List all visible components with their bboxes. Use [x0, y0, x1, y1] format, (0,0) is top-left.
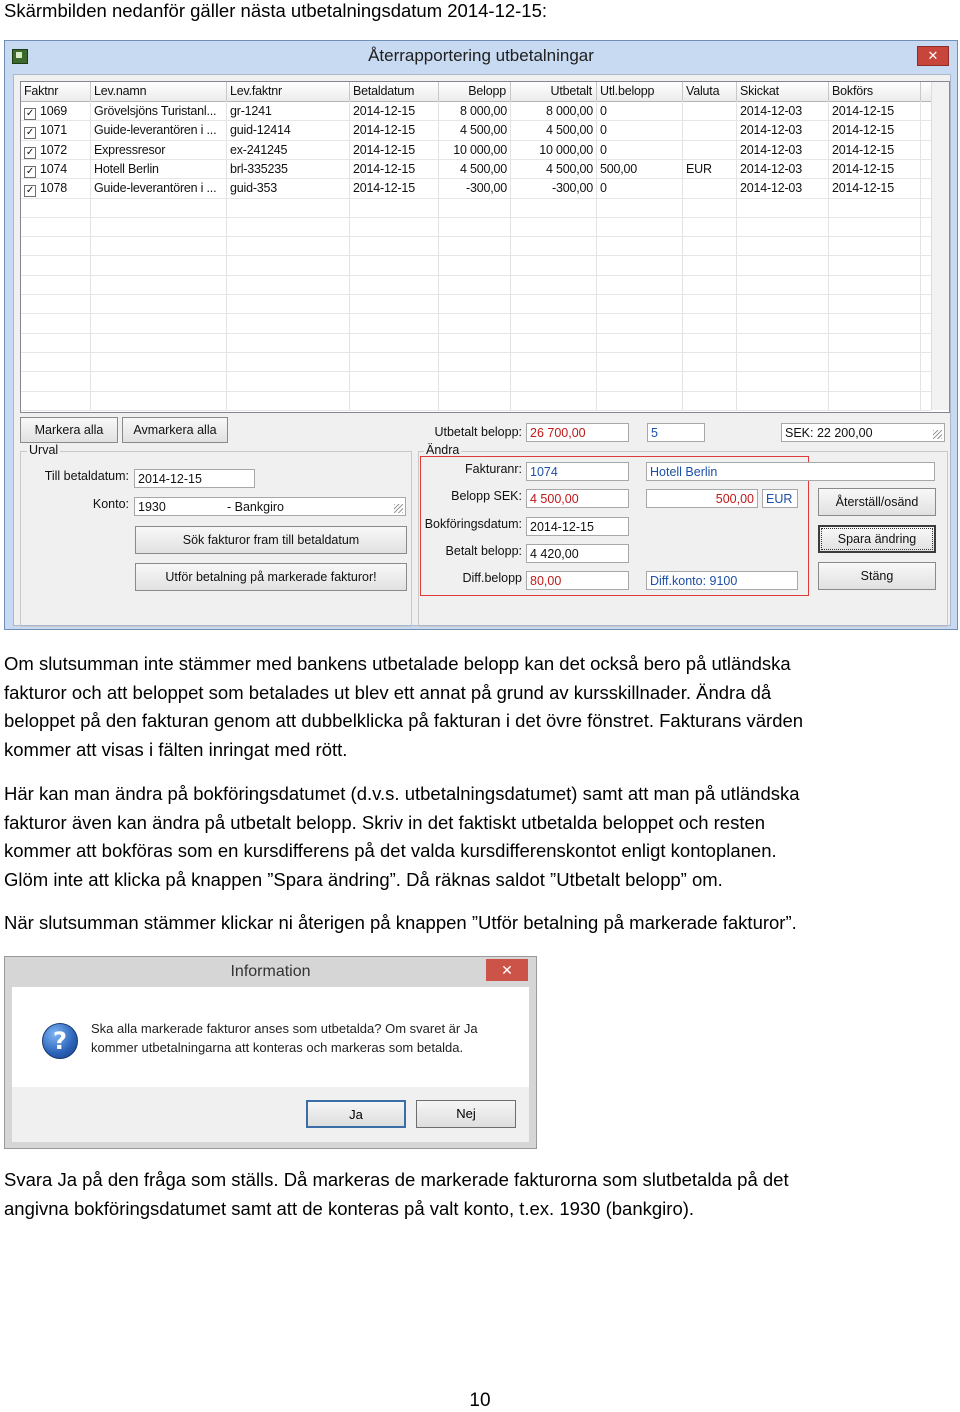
- table-cell: 2014-12-03: [740, 181, 802, 196]
- totals-label: Utbetalt belopp:: [434, 425, 522, 439]
- dialog-footer: [12, 1087, 529, 1142]
- supplier-field: Hotell Berlin: [646, 462, 935, 481]
- row-checkbox[interactable]: ✓: [25, 165, 35, 177]
- table-cell: 4 500,00: [545, 161, 593, 176]
- column-header[interactable]: Belopp: [439, 82, 511, 101]
- amount-label: Belopp SEK:: [451, 489, 522, 503]
- invoice-label: Fakturanr:: [465, 462, 522, 476]
- grid-row-line: [21, 391, 931, 392]
- dialog-message: [91, 1019, 478, 1057]
- table-cell: [683, 141, 737, 160]
- dialog-title: Information: [230, 963, 311, 980]
- dialog-message-line: Ska alla markerade fakturor anses som utbetalda? Om svaret är Ja: [91, 1021, 478, 1036]
- text-line: beloppet på den fakturan genom att dubbelklicka på fakturan i det övre fönstret. Fakturans värden: [4, 710, 804, 732]
- grid-row-line: [21, 410, 931, 411]
- table-cell: guid-12414: [230, 123, 291, 138]
- invoice-grid[interactable]: [20, 81, 950, 413]
- table-cell: 10 000,00: [453, 142, 507, 157]
- table-cell: [683, 121, 737, 140]
- grip-icon: [933, 430, 942, 439]
- table-cell: 2014-12-15: [353, 161, 415, 176]
- table-cell: EUR: [686, 161, 712, 176]
- table-cell: 0: [600, 142, 607, 157]
- table-cell: Guide-leverantören i ...: [94, 123, 217, 138]
- table-cell: guid-353: [230, 181, 278, 196]
- paid-field[interactable]: 4 420,00: [526, 544, 629, 563]
- close-button[interactable]: Stäng: [818, 562, 936, 590]
- urval-title: Urval: [29, 443, 59, 457]
- diff-label: Diff.belopp: [462, 571, 522, 585]
- table-cell: gr-1241: [230, 104, 272, 118]
- page-number: 10: [469, 1390, 491, 1411]
- table-cell: 4 500,00: [459, 161, 507, 176]
- payments-window: [4, 40, 958, 630]
- row-checkbox-cell: [21, 141, 91, 160]
- table-cell: 0: [600, 181, 607, 196]
- table-cell: brl-335235: [230, 161, 288, 176]
- grid-row-line: [21, 120, 931, 121]
- grid-row-line: [21, 159, 931, 160]
- grid-row-line: [21, 294, 931, 295]
- table-cell: [683, 102, 737, 121]
- restore-button[interactable]: Återställ/osänd: [818, 488, 936, 516]
- table-cell: 500,00: [600, 161, 638, 176]
- account-number: 1930: [138, 500, 166, 514]
- grid-row-line: [21, 352, 931, 353]
- table-cell: 10 000,00: [539, 142, 593, 157]
- yes-button[interactable]: Ja: [306, 1100, 406, 1128]
- column-header[interactable]: Valuta: [683, 82, 737, 101]
- column-header[interactable]: Lev.faktnr: [227, 82, 350, 101]
- table-cell: 2014-12-15: [832, 161, 894, 176]
- grid-row-line: [21, 198, 931, 199]
- grid-row-line: [21, 313, 931, 314]
- dialog-close-icon[interactable]: ✕: [486, 959, 528, 981]
- grid-scrollbar[interactable]: [931, 82, 949, 410]
- table-cell: 4 500,00: [545, 123, 593, 138]
- row-checkbox-cell: [21, 160, 91, 179]
- cell-text: 1069: [40, 104, 68, 118]
- account-field[interactable]: [134, 497, 406, 516]
- information-dialog: [4, 956, 537, 1149]
- table-cell: 0: [600, 104, 607, 118]
- grid-row-line: [21, 371, 931, 372]
- table-cell: 2014-12-03: [740, 104, 802, 118]
- table-cell: -300,00: [552, 181, 593, 196]
- question-icon: ?: [42, 1023, 78, 1059]
- table-row[interactable]: [21, 141, 921, 160]
- save-change-button[interactable]: Spara ändring: [818, 525, 936, 553]
- foreign-amount-field[interactable]: 500,00: [646, 489, 758, 508]
- account-label: Konto:: [92, 497, 129, 511]
- window-client: [13, 74, 951, 626]
- date-field[interactable]: 2014-12-15: [134, 469, 255, 488]
- totals-count: 5: [647, 423, 705, 442]
- text-line: Svara Ja på den fråga som ställs. Då markeras de markerade fakturorna som slutbetalda på det: [4, 1169, 789, 1190]
- table-cell: Grövelsjöns Turistanl...: [94, 104, 217, 118]
- table-row[interactable]: [21, 179, 921, 198]
- row-checkbox[interactable]: ✓: [25, 185, 35, 197]
- text-line: Om slutsumman inte stämmer med bankens utbetalade belopp kan det också bero på utländska: [4, 653, 791, 674]
- text-line: kommer att bokföras som en kursdifferens på det valda kursdifferenskontot enligt kontoplanen.: [4, 840, 777, 862]
- table-cell: Guide-leverantören i ...: [94, 181, 217, 196]
- grid-row-line: [21, 217, 931, 218]
- table-cell: -300,00: [466, 181, 507, 196]
- column-header[interactable]: Utl.belopp: [597, 82, 683, 101]
- column-header[interactable]: Bokförs: [829, 82, 921, 101]
- row-checkbox[interactable]: ✓: [25, 127, 35, 139]
- grid-row-line: [21, 275, 931, 276]
- table-cell: [683, 179, 737, 198]
- table-row[interactable]: [21, 160, 921, 179]
- table-cell: 0: [600, 123, 607, 138]
- intro-text: Skärmbilden nedanför gäller nästa utbetalningsdatum 2014-12-15:: [4, 0, 548, 21]
- search-invoices-button[interactable]: Sök fakturor fram till betaldatum: [135, 526, 407, 554]
- table-cell: 2014-12-15: [832, 123, 894, 138]
- bookdate-field[interactable]: 2014-12-15: [526, 517, 629, 536]
- diff-account-field: Diff.konto: 9100: [646, 571, 798, 590]
- grid-header: [21, 82, 931, 102]
- text-line: kommer att visas i fälten inringat med rött.: [4, 738, 348, 760]
- currency-field: EUR: [762, 489, 798, 508]
- table-row[interactable]: [21, 121, 921, 140]
- urval-group: [20, 443, 412, 627]
- mark-all-button[interactable]: Markera alla: [20, 417, 118, 443]
- totals-sek: [781, 423, 945, 442]
- text-line: Här kan man ändra på bokföringsdatumet (d.v.s. utbetalningsdatumet) samt att man på utländska: [4, 783, 800, 804]
- invoice-field[interactable]: 1074: [526, 462, 629, 481]
- table-cell: 2014-12-03: [740, 142, 802, 157]
- column-header[interactable]: Faktnr: [21, 82, 91, 101]
- table-cell: Hotell Berlin: [94, 161, 159, 176]
- text-line: Glöm inte att klicka på knappen ”Spara ändring”. Då räknas saldot ”Utbetalt belopp” om.: [4, 868, 723, 890]
- table-cell: ex-241245: [230, 142, 288, 157]
- execute-payment-button[interactable]: Utför betalning på markerade fakturor!: [135, 563, 407, 591]
- table-cell: 2014-12-15: [353, 142, 415, 157]
- table-cell: 8 000,00: [459, 104, 507, 118]
- text-line: angivna bokföringsdatumet samt att de konteras på valt konto, t.ex. 1930 (bankgiro).: [4, 1197, 695, 1219]
- row-checkbox-cell: [21, 179, 91, 198]
- table-cell: 2014-12-03: [740, 161, 802, 176]
- grid-row-line: [21, 178, 931, 179]
- paid-label: Betalt belopp:: [445, 544, 522, 558]
- amount-field[interactable]: 4 500,00: [526, 489, 629, 508]
- table-cell: 2014-12-15: [832, 142, 894, 157]
- table-cell: 2014-12-15: [353, 123, 415, 138]
- column-header[interactable]: Skickat: [737, 82, 829, 101]
- paragraph-3: När slutsumman stämmer klickar ni återigen på knappen ”Utför betalning på markerade fakturor”.: [4, 912, 797, 933]
- table-row[interactable]: [21, 102, 921, 121]
- row-checkbox-cell: [21, 102, 91, 121]
- table-cell: 8 000,00: [545, 104, 593, 118]
- cell-text: 1071: [40, 123, 68, 138]
- grid-row-line: [21, 333, 931, 334]
- row-checkbox[interactable]: ✓: [25, 146, 35, 158]
- grid-row-line: [21, 255, 931, 256]
- table-cell: 2014-12-15: [353, 104, 415, 118]
- text-line: fakturor även kan ändra på utbetalt belopp. Skriv in det faktiskt utbetalda beloppet och resten: [4, 811, 766, 833]
- cell-text: 1078: [40, 181, 68, 196]
- row-checkbox[interactable]: ✓: [25, 108, 35, 119]
- cell-text: 1074: [40, 161, 68, 176]
- row-checkbox-cell: [21, 121, 91, 140]
- table-cell: Expressresor: [94, 142, 166, 157]
- table-cell: 2014-12-03: [740, 123, 802, 138]
- no-button[interactable]: Nej: [416, 1100, 516, 1128]
- bookdate-label: Bokföringsdatum:: [424, 517, 522, 531]
- totals-amount: 26 700,00: [526, 423, 629, 442]
- diff-field: 80,00: [526, 571, 629, 590]
- close-icon[interactable]: ✕: [917, 46, 949, 66]
- grip-icon: [394, 504, 403, 513]
- text-line: fakturor och att beloppet som betalades ut blev ett annat på grund av kursskillnader. Ändra då: [4, 681, 772, 703]
- table-cell: 4 500,00: [459, 123, 507, 138]
- dialog-body: [12, 987, 529, 1087]
- andra-title: Ändra: [426, 443, 460, 457]
- date-label: Till betaldatum:: [44, 469, 129, 483]
- dialog-message-line: kommer utbetalningarna att konteras och markeras som betalda.: [91, 1040, 464, 1055]
- grid-row-line: [21, 236, 931, 237]
- column-header[interactable]: Utbetalt: [511, 82, 597, 101]
- window-title: Återrapportering utbetalningar: [368, 46, 594, 65]
- column-header[interactable]: Lev.namn: [91, 82, 227, 101]
- table-cell: 2014-12-15: [832, 181, 894, 196]
- account-name: - Bankgiro: [227, 500, 284, 514]
- unmark-all-button[interactable]: Avmarkera alla: [122, 417, 228, 443]
- table-cell: 2014-12-15: [832, 104, 894, 118]
- totals-sek-text: SEK: 22 200,00: [785, 426, 873, 440]
- table-cell: 2014-12-15: [353, 181, 415, 196]
- cell-text: 1072: [40, 142, 68, 157]
- grid-row-line: [21, 140, 931, 141]
- column-header[interactable]: Betaldatum: [350, 82, 439, 101]
